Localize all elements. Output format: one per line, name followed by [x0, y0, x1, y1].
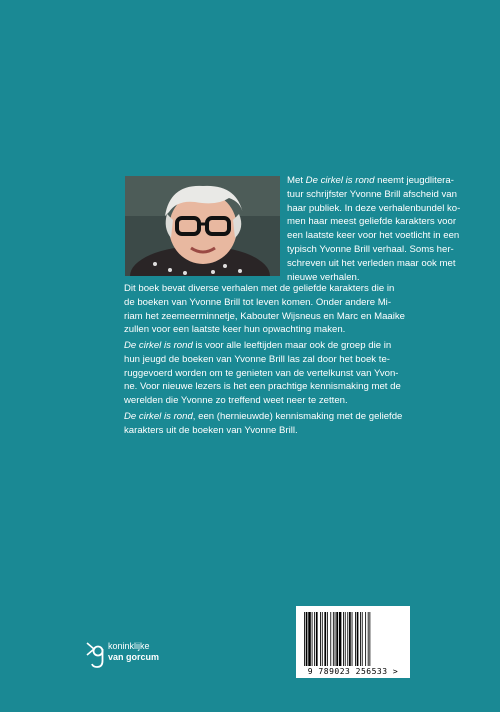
intro-line: men haar meest geliefde karakters voor: [287, 216, 457, 228]
barcode-bar: [333, 612, 334, 666]
barcode-bar: [327, 612, 328, 666]
paragraph-line: De cirkel is rond is voor alle leeftijden maar ook de groep die in: [124, 340, 392, 351]
isbn-number: 9 789023 256533 >: [307, 667, 399, 676]
paragraph-stories: [124, 282, 424, 337]
barcode-bar: [362, 612, 363, 666]
intro-line: schreven uit het verleden maar ook met: [287, 257, 456, 269]
barcode-bar: [369, 612, 370, 666]
intro-line: Met De cirkel is rond neemt jeugdlitera-: [287, 175, 454, 186]
book-title: De cirkel is rond: [124, 340, 193, 351]
barcode-bar: [304, 612, 305, 666]
paragraph-closing: [124, 410, 424, 438]
barcode-bar: [320, 612, 321, 666]
paragraph-line: hun jeugd de boeken van Yvonne Brill las zal door het boek te-: [124, 353, 390, 365]
barcode-bar: [324, 612, 326, 666]
publisher-line2: van gorcum: [108, 652, 160, 662]
intro-line: tuur schrijfster Yvonne Brill afscheid van: [287, 188, 457, 200]
barcode-bar: [308, 612, 311, 666]
paragraph-line: zullen voor een laatste keer hun opwachting maken.: [124, 324, 346, 336]
publisher-logo: [86, 637, 186, 673]
author-photo: [125, 176, 280, 276]
paragraph-audience: [124, 339, 424, 408]
barcode-bar: [355, 612, 356, 666]
van-gorcum-logo-icon: [86, 637, 104, 671]
paragraph-line: de boeken van Yvonne Brill tot leven komen. Onder andere Mi-: [124, 296, 392, 308]
intro-line: nieuwe verhalen.: [287, 271, 360, 283]
barcode-bar: [306, 612, 308, 666]
intro-paragraph: [287, 174, 461, 284]
paragraph-line: werelden die Yvonne zo treffend weet neer te zetten.: [124, 395, 348, 407]
barcode-bar: [322, 612, 323, 666]
intro-line: een laatste keer voor het voetlicht in een: [287, 230, 460, 242]
book-title: De cirkel is rond: [305, 175, 375, 186]
barcode-bar: [343, 612, 344, 666]
author-portrait-icon: [125, 176, 280, 276]
paragraph-line: karakters uit de boeken van Yvonne Brill.: [124, 424, 298, 436]
book-title: De cirkel is rond: [124, 411, 193, 422]
intro-line: haar publiek. In deze verhalenbundel ko-: [287, 202, 461, 214]
paragraph-line: ne. Voor nieuwe lezers is het een prachtige kennismaking met de: [124, 381, 401, 393]
barcode-bar: [349, 612, 351, 666]
barcode-bar: [352, 612, 353, 666]
isbn-barcode: [296, 606, 410, 678]
barcode-bar: [365, 612, 366, 666]
paragraph-line: Dit boek bevat diverse verhalen met de geliefde karakters die in: [124, 283, 395, 294]
barcode-bar: [336, 612, 338, 666]
barcode-bar: [330, 612, 331, 666]
paragraph-line: De cirkel is rond, een (hernieuwde) kennismaking met de geliefde: [124, 411, 403, 422]
barcode-bar: [314, 612, 315, 666]
barcode-bar: [335, 612, 336, 666]
paragraph-line: ruggevoerd worden om te genieten van de vertelkunst van Yvon-: [124, 367, 399, 379]
barcode-bar: [339, 612, 342, 666]
barcode-bar: [347, 612, 348, 666]
barcode-bar: [360, 612, 361, 666]
barcode-bar: [316, 612, 318, 666]
barcode-bar: [312, 612, 313, 666]
barcode-bars: [302, 612, 404, 666]
intro-line: typisch Yvonne Brill verhaal. Soms her-: [287, 243, 454, 255]
barcode-bar: [357, 612, 359, 666]
publisher-name: [108, 641, 159, 663]
publisher-line1: koninklijke: [108, 641, 150, 651]
paragraph-line: riam het zeemeerminnetje, Kabouter Wijsneus en Marc en Maaike: [124, 310, 406, 322]
barcode-bar: [368, 612, 369, 666]
barcode-bar: [345, 612, 346, 666]
